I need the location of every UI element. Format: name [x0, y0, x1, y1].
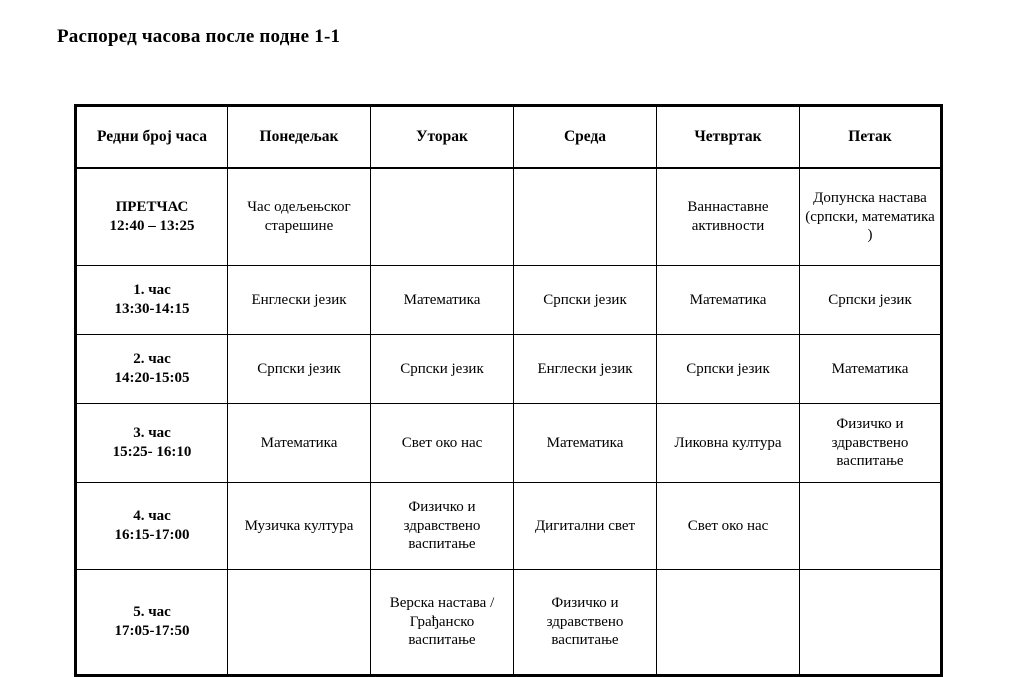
column-header-wednesday: Среда	[514, 106, 657, 169]
table-row	[76, 404, 942, 483]
table-header-row	[76, 106, 942, 169]
period-label: 1. час	[133, 282, 171, 299]
subject-cell-monday: Српски језик	[228, 335, 371, 404]
subject-cell-tuesday: Физичко и здравствено васпитање	[371, 483, 514, 570]
period-cell	[76, 168, 228, 266]
column-header-period: Редни број часа	[76, 106, 228, 169]
column-header-tuesday: Уторак	[371, 106, 514, 169]
subject-cell-wednesday: Српски језик	[514, 266, 657, 335]
subject-cell-wednesday	[514, 168, 657, 266]
period-time: 13:30-14:15	[114, 301, 190, 317]
subject-cell-tuesday: Верска настава / Грађанско васпитање	[371, 570, 514, 676]
subject-cell-tuesday: Српски језик	[371, 335, 514, 404]
period-label: 3. час	[133, 425, 171, 442]
subject-cell-tuesday	[371, 168, 514, 266]
subject-cell-monday: Математика	[228, 404, 371, 483]
subject-cell-wednesday: Енглески језик	[514, 335, 657, 404]
column-header-monday: Понедељак	[228, 106, 371, 169]
period-time: 15:25- 16:10	[112, 444, 192, 460]
subject-cell-thursday	[657, 570, 800, 676]
subject-cell-friday: Српски језик	[800, 266, 942, 335]
table-row	[76, 168, 942, 266]
subject-cell-friday: Допунска настава (српски, математика )	[800, 168, 942, 266]
schedule-table	[74, 104, 943, 677]
table-row	[76, 335, 942, 404]
period-label: 2. час	[133, 351, 171, 368]
period-label: 4. час	[133, 508, 171, 525]
page-title: Распоред часова после подне 1-1	[57, 26, 341, 47]
subject-cell-thursday: Математика	[657, 266, 800, 335]
subject-cell-wednesday: Дигитални свет	[514, 483, 657, 570]
subject-cell-thursday: Ваннаставне активности	[657, 168, 800, 266]
period-cell	[76, 483, 228, 570]
subject-cell-thursday: Српски језик	[657, 335, 800, 404]
period-cell	[76, 335, 228, 404]
subject-cell-thursday: Ликовна култура	[657, 404, 800, 483]
subject-cell-wednesday: Математика	[514, 404, 657, 483]
subject-cell-monday: Музичка култура	[228, 483, 371, 570]
table-header	[76, 106, 942, 169]
table-row	[76, 483, 942, 570]
period-time: 16:15-17:00	[114, 527, 190, 543]
period-cell	[76, 404, 228, 483]
period-cell	[76, 570, 228, 676]
subject-cell-friday: Математика	[800, 335, 942, 404]
period-time: 17:05-17:50	[114, 623, 190, 639]
table-row	[76, 266, 942, 335]
subject-cell-wednesday: Физичко и здравствено васпитање	[514, 570, 657, 676]
subject-cell-friday	[800, 570, 942, 676]
table-body	[76, 168, 942, 676]
subject-cell-friday: Физичко и здравствено васпитање	[800, 404, 942, 483]
period-label: ПРЕТЧАС	[115, 199, 189, 216]
subject-cell-thursday: Свет око нас	[657, 483, 800, 570]
table-row	[76, 570, 942, 676]
period-time: 12:40 – 13:25	[109, 218, 195, 234]
subject-cell-monday: Енглески језик	[228, 266, 371, 335]
period-time: 14:20-15:05	[114, 370, 190, 386]
subject-cell-friday	[800, 483, 942, 570]
column-header-friday: Петак	[800, 106, 942, 169]
subject-cell-monday	[228, 570, 371, 676]
subject-cell-tuesday: Свет око нас	[371, 404, 514, 483]
period-label: 5. час	[133, 604, 171, 621]
subject-cell-monday: Час одељењског старешине	[228, 168, 371, 266]
subject-cell-tuesday: Математика	[371, 266, 514, 335]
period-cell	[76, 266, 228, 335]
schedule-table-container	[74, 104, 940, 677]
column-header-thursday: Четвртак	[657, 106, 800, 169]
